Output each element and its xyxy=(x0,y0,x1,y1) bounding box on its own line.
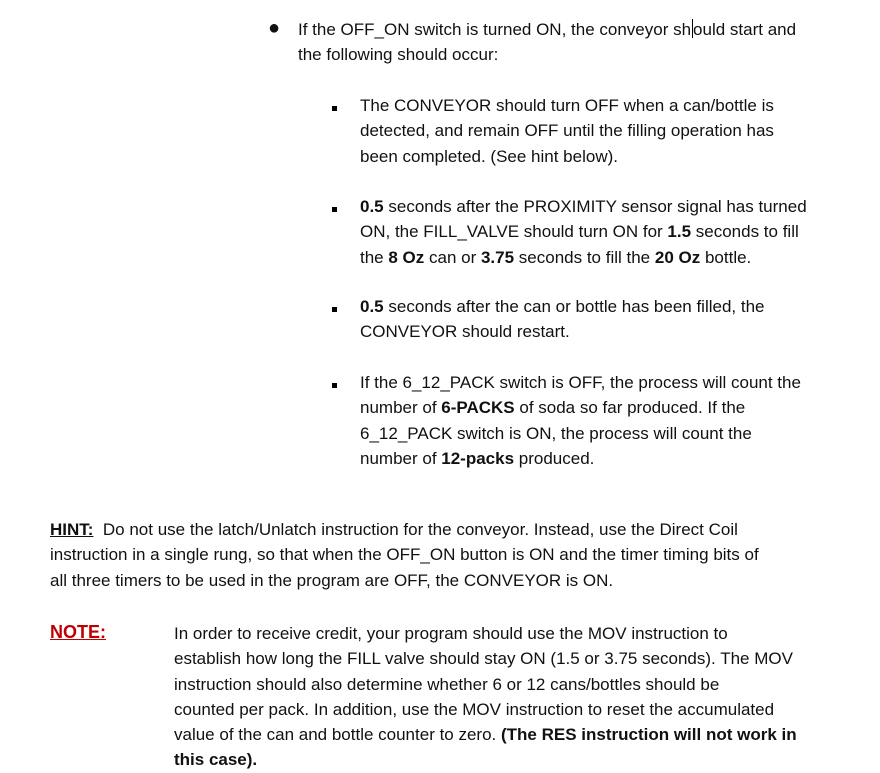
hint-paragraph xyxy=(50,517,870,593)
sub-bullet-4-line-2: number of 6-PACKS of soda so far produced. If the xyxy=(360,398,746,418)
note-line: establish how long the FILL valve should stay ON (1.5 or 3.75 seconds). The MOV xyxy=(174,649,793,669)
note-line: instruction should also determine whether 6 or 12 cans/bottles should be xyxy=(174,674,720,694)
sub-bullet-marker-2 xyxy=(332,194,337,219)
note-line: counted per pack. In addition, use the MOV instruction to reset the accumulated xyxy=(174,699,775,719)
square-bullet-icon xyxy=(332,106,337,111)
sub-bullet-2-line-1: 0.5 seconds after the PROXIMITY sensor signal has turned xyxy=(360,197,807,216)
sub-bullet-2-line-3: the 8 Oz can or 3.75 seconds to fill the 20 Oz bottle. xyxy=(360,247,752,267)
sub-bullet-1-line: been completed. (See hint below). xyxy=(360,146,618,166)
sub-bullet-1-line: detected, and remain OFF until the filling operation has xyxy=(360,121,774,141)
note-label: NOTE: xyxy=(50,622,106,642)
hint-line-3: all three timers to be used in the program are OFF, the CONVEYOR is ON. xyxy=(50,570,614,590)
sub-bullet-4-line-1: If the 6_12_PACK switch is OFF, the process will count the xyxy=(360,373,801,392)
note-paragraph xyxy=(174,621,874,773)
hint-line-1: HINT: Do not use the latch/Unlatch instruction for the conveyor. Instead, use the Direct Coil xyxy=(50,520,738,539)
sub-bullet-1-text xyxy=(360,93,774,169)
main-bullet-line-2: the following should occur: xyxy=(298,45,499,65)
sub-bullet-1-line: The CONVEYOR should turn OFF when a can/bottle is xyxy=(360,96,774,115)
sub-bullet-marker-3 xyxy=(332,294,337,319)
sub-bullet-marker-1 xyxy=(332,93,337,118)
square-bullet-icon xyxy=(332,307,337,312)
sub-bullet-2-text xyxy=(360,194,807,270)
note-line: In order to receive credit, your program should use the MOV instruction to xyxy=(174,624,728,643)
sub-bullet-4-line-4: number of 12-packs produced. xyxy=(360,448,595,468)
main-bullet-text xyxy=(298,17,796,68)
main-bullet-marker: ● xyxy=(268,17,281,39)
note-line-5: value of the can and bottle counter to zero. (The RES instruction will not work in xyxy=(174,725,797,745)
sub-bullet-4-line-3: 6_12_PACK switch is ON, the process will count the xyxy=(360,423,752,443)
note-line-6: this case). xyxy=(174,750,258,770)
sub-bullet-4-text xyxy=(360,370,801,471)
main-bullet-line-1: If the OFF_ON switch is turned ON, the conveyor sh ould start and xyxy=(298,20,797,39)
sub-bullet-3-line-2: CONVEYOR should restart. xyxy=(360,322,570,342)
sub-bullet-marker-4 xyxy=(332,370,337,395)
sub-bullet-2-line-2: ON, the FILL_VALVE should turn ON for 1.5 seconds to fill xyxy=(360,222,799,242)
sub-bullet-3-line-1: 0.5 seconds after the can or bottle has been filled, the xyxy=(360,297,765,316)
hint-line-2: instruction in a single rung, so that when the OFF_ON button is ON and the timer timing bits of xyxy=(50,545,759,565)
square-bullet-icon xyxy=(332,383,337,388)
square-bullet-icon xyxy=(332,207,337,212)
hint-label: HINT: xyxy=(50,520,94,539)
sub-bullet-3-text xyxy=(360,294,765,345)
